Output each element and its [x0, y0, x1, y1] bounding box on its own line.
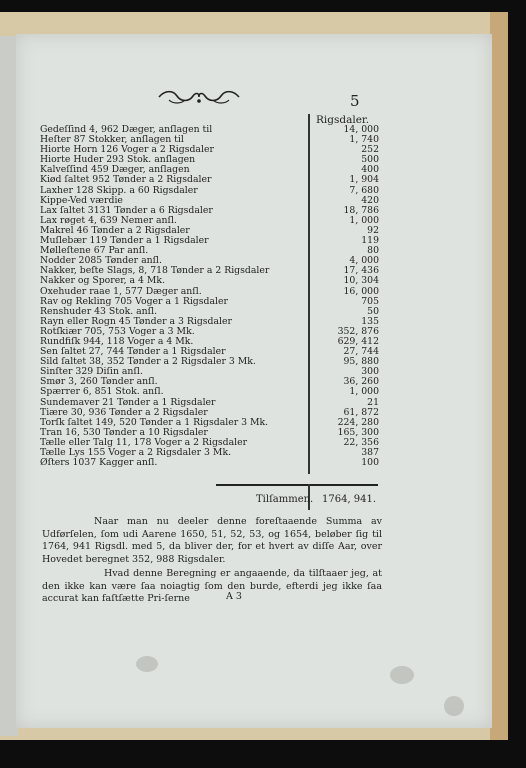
row-value: 36, 260	[343, 376, 379, 388]
row-value: 92	[367, 224, 379, 236]
paragraph: Naar man nu deeler denne foreſtaaende Summa av Udførſelen, ſom udi Aarene 1650, 51, 52, 53, og 1654, beløber ſig til 1764, 941 Rigsdl. med 5, da bliver der, for et hvert av diſſe Aar, over Hovedet beregnet 352, 988 Rigsdaler.	[42, 516, 382, 565]
row-label: Heſter 87 Stokker, anſlagen til	[40, 134, 184, 146]
row-label: Hiorte Horn 126 Voger a 2 Rigsdaler	[40, 144, 214, 156]
row-value: 224, 280	[337, 416, 379, 428]
row-label: Kippe-Ved værdie	[40, 194, 123, 206]
row-value: 21	[367, 396, 379, 408]
row-value: 4, 000	[349, 255, 379, 267]
row-label: Tran 16, 530 Tønder a 10 Rigsdaler	[40, 426, 208, 438]
signature-mark: A 3	[226, 591, 242, 602]
row-value: 18, 786	[343, 204, 379, 216]
row-label: Hiorte Huder 293 Stok. anſlagen	[40, 154, 196, 166]
row-value: 14, 000	[343, 124, 379, 135]
row-value: 95, 880	[343, 356, 379, 368]
row-value: 1, 000	[349, 214, 379, 226]
row-value: 629, 412	[337, 335, 379, 347]
row-label: Torſk ſaltet 149, 520 Tønder a 1 Rigsdaler 3 Mk.	[40, 416, 269, 428]
total-label: Tilſammen.	[256, 494, 314, 505]
row-value: 27, 744	[343, 346, 379, 358]
row-label: Rotſkiær 705, 753 Voger a 3 Mk.	[40, 325, 195, 337]
row-label: Kalveſſind 459 Dæger, anſlagen	[40, 164, 190, 176]
row-label: Gedeſſind 4, 962 Dæger, anſlagen til	[40, 124, 213, 135]
row-label: Rav og Rekling 705 Voger a 1 Rigsdaler	[40, 295, 228, 307]
row-value: 1, 000	[349, 386, 379, 398]
stain	[444, 696, 464, 716]
row-value: 119	[361, 235, 379, 247]
stain	[390, 666, 414, 684]
page-number: 5	[350, 92, 360, 110]
row-value: 61, 872	[343, 406, 379, 418]
table-row	[40, 276, 385, 286]
row-value: 17, 436	[343, 265, 379, 277]
row-value: 1, 740	[349, 134, 379, 146]
row-value: 7, 680	[349, 184, 379, 196]
row-label: Renshuder 43 Stok. anſl.	[40, 305, 158, 317]
row-label: Tælle Lys 155 Voger a 2 Rigsdaler 3 Mk.	[40, 447, 232, 458]
row-label: Oxehuder raae 1, 577 Dæger anſl.	[40, 285, 202, 297]
row-value: 420	[361, 194, 379, 206]
row-label: Kiød ſaltet 952 Tønder a 2 Rigsdaler	[40, 174, 212, 186]
row-label: Sundemaver 21 Tønder a 1 Rigsdaler	[40, 396, 216, 408]
row-label: Lax røget 4, 639 Nemer anſl.	[40, 214, 177, 226]
row-label: Sen ſaltet 27, 744 Tønder a 1 Rigsdaler	[40, 346, 226, 358]
row-value: 16, 000	[343, 285, 379, 297]
row-label: Sild ſaltet 38, 352 Tønder a 2 Rigsdaler 3 Mk.	[40, 356, 256, 368]
row-value: 10, 304	[343, 275, 379, 287]
row-value: 50	[367, 305, 379, 317]
total-rule	[216, 484, 378, 486]
row-value: 387	[361, 447, 379, 458]
row-label: Lax ſaltet 3131 Tønder a 6 Rigsdaler	[40, 204, 213, 216]
row-label: Tælle eller Talg 11, 178 Voger a 2 Rigsdaler	[40, 436, 248, 448]
total-value: 1764, 941.	[322, 494, 377, 505]
row-label: Nakker og Sporer, a 4 Mk.	[40, 275, 166, 287]
row-value: 100	[361, 457, 379, 469]
row-label: Makrel 46 Tønder a 2 Rigsdaler	[40, 224, 190, 236]
row-label: Sinſter 329 Diſin anſl.	[40, 366, 143, 378]
table-row	[40, 458, 385, 468]
stain	[136, 656, 158, 672]
column-header: Rigsdaler.	[316, 114, 370, 126]
export-table	[40, 125, 385, 468]
row-value: 252	[361, 144, 379, 156]
row-value: 165, 300	[337, 426, 379, 438]
row-value: 22, 356	[343, 436, 379, 448]
row-value: 500	[361, 154, 379, 166]
row-value: 352, 876	[337, 325, 379, 337]
book-edge	[490, 12, 508, 740]
row-value: 80	[367, 245, 379, 257]
row-value: 705	[361, 295, 379, 307]
row-value: 400	[361, 164, 379, 176]
row-label: Nodder 2085 Tønder anſl.	[40, 255, 162, 267]
row-label: Øſters 1037 Kagger anſl.	[40, 457, 158, 469]
row-label: Rundfiſk 944, 118 Voger a 4 Mk.	[40, 335, 194, 347]
row-label: Rayn eller Rogn 45 Tønder a 3 Rigsdaler	[40, 315, 232, 327]
row-value: 1, 904	[349, 174, 379, 186]
paragraph: Hvad denne Beregning er angaaende, da tilſtaaer jeg, at den ikke kan være ſaa noiagtig ſom den burde, efterdi jeg ikke ſaa accurat kan faſtſætte Pri-ſerne	[42, 568, 382, 604]
row-label: Laxher 128 Skipp. a 60 Rigsdaler	[40, 184, 198, 196]
row-label: Nakker, beſte Slags, 8, 718 Tønder a 2 Rigsdaler	[40, 265, 270, 277]
ornament-icon	[155, 88, 243, 106]
row-label: Muſlebær 119 Tønder a 1 Rigsdaler	[40, 235, 209, 247]
row-label: Tiære 30, 936 Tønder a 2 Rigsdaler	[40, 406, 208, 418]
row-value: 300	[361, 366, 379, 378]
row-value: 135	[361, 315, 379, 327]
row-label: Mølleſtene 67 Par anſl.	[40, 245, 149, 257]
row-label: Smør 3, 260 Tønder anſl.	[40, 376, 158, 388]
row-label: Spærrer 6, 851 Stok. anſl.	[40, 386, 164, 398]
